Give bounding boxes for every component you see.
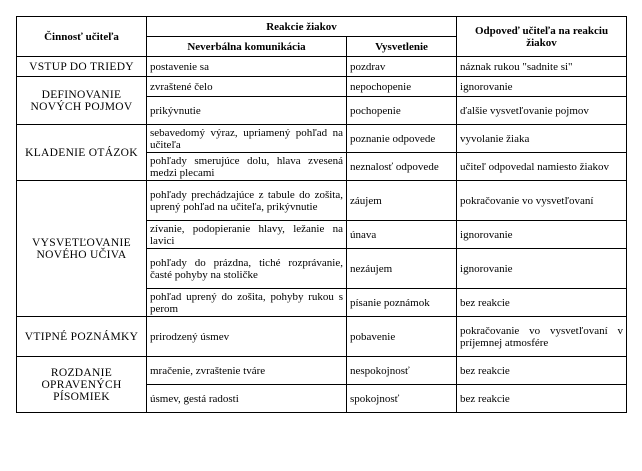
response-cell: ďalšie vysvetľovanie pojmov [457, 97, 627, 125]
response-cell: bez reakcie [457, 289, 627, 317]
response-cell: náznak rukou "sadnite si" [457, 57, 627, 77]
activity-cell: KLADENIE OTÁZOK [17, 125, 147, 181]
response-cell: bez reakcie [457, 385, 627, 413]
explanation-cell: nezáujem [347, 249, 457, 289]
explanation-cell: pochopenie [347, 97, 457, 125]
response-cell: vyvolanie žiaka [457, 125, 627, 153]
activity-cell: DEFINOVANIE NOVÝCH POJMOV [17, 77, 147, 125]
table-row [17, 77, 627, 97]
document-page [16, 16, 627, 413]
response-cell: ignorovanie [457, 249, 627, 289]
header-student-reactions: Reakcie žiakov [147, 17, 457, 37]
table-row [17, 57, 627, 77]
nonverbal-cell: prirodzený úsmev [147, 317, 347, 357]
explanation-cell: písanie poznámok [347, 289, 457, 317]
response-cell: ignorovanie [457, 221, 627, 249]
explanation-cell: pozdrav [347, 57, 457, 77]
activity-cell: VTIPNÉ POZNÁMKY [17, 317, 147, 357]
response-cell: ignorovanie [457, 77, 627, 97]
activity-cell: ROZDANIE OPRAVENÝCH PÍSOMIEK [17, 357, 147, 413]
table-row [17, 125, 627, 153]
activity-cell: VYSVETĽOVANIE NOVÉHO UČIVA [17, 181, 147, 317]
response-cell: bez reakcie [457, 357, 627, 385]
explanation-cell: neznalosť odpovede [347, 153, 457, 181]
nonverbal-cell: zvraštené čelo [147, 77, 347, 97]
explanation-cell: pobavenie [347, 317, 457, 357]
nonverbal-cell: zívanie, podopieranie hlavy, ležanie na lavici [147, 221, 347, 249]
nonverbal-cell: pohľady do prázdna, tiché rozprávanie, časté pohyby na stoličke [147, 249, 347, 289]
header-teacher-activity: Činnosť učiteľa [17, 17, 147, 57]
header-nonverbal: Neverbálna komunikácia [147, 37, 347, 57]
nonverbal-cell: prikývnutie [147, 97, 347, 125]
table-row [17, 357, 627, 385]
explanation-cell: nepochopenie [347, 77, 457, 97]
activity-cell: VSTUP DO TRIEDY [17, 57, 147, 77]
nonverbal-cell: úsmev, gestá radosti [147, 385, 347, 413]
response-cell: pokračovanie vo vysvetľovaní v príjemnej atmosfére [457, 317, 627, 357]
nonverbal-cell: postavenie sa [147, 57, 347, 77]
response-cell: učiteľ odpovedal namiesto žiakov [457, 153, 627, 181]
table-row [17, 317, 627, 357]
nonverbal-cell: pohľady prechádzajúce z tabule do zošita, uprený pohľad na učiteľa, prikývnutie [147, 181, 347, 221]
response-cell: pokračovanie vo vysvetľovaní [457, 181, 627, 221]
explanation-cell: únava [347, 221, 457, 249]
nonverbal-cell: sebavedomý výraz, upriamený pohľad na učiteľa [147, 125, 347, 153]
explanation-cell: poznanie odpovede [347, 125, 457, 153]
header-explanation: Vysvetlenie [347, 37, 457, 57]
table-row [17, 181, 627, 221]
explanation-cell: spokojnosť [347, 385, 457, 413]
explanation-cell: nespokojnosť [347, 357, 457, 385]
nonverbal-cell: pohľady smerujúce dolu, hlava zvesená medzi plecami [147, 153, 347, 181]
header-teacher-response: Odpoveď učiteľa na reakciu žiakov [457, 17, 627, 57]
nonverbal-cell: pohľad uprený do zošita, pohyby rukou s perom [147, 289, 347, 317]
teacher-student-reactions-table [16, 16, 627, 413]
explanation-cell: záujem [347, 181, 457, 221]
nonverbal-cell: mračenie, zvraštenie tváre [147, 357, 347, 385]
